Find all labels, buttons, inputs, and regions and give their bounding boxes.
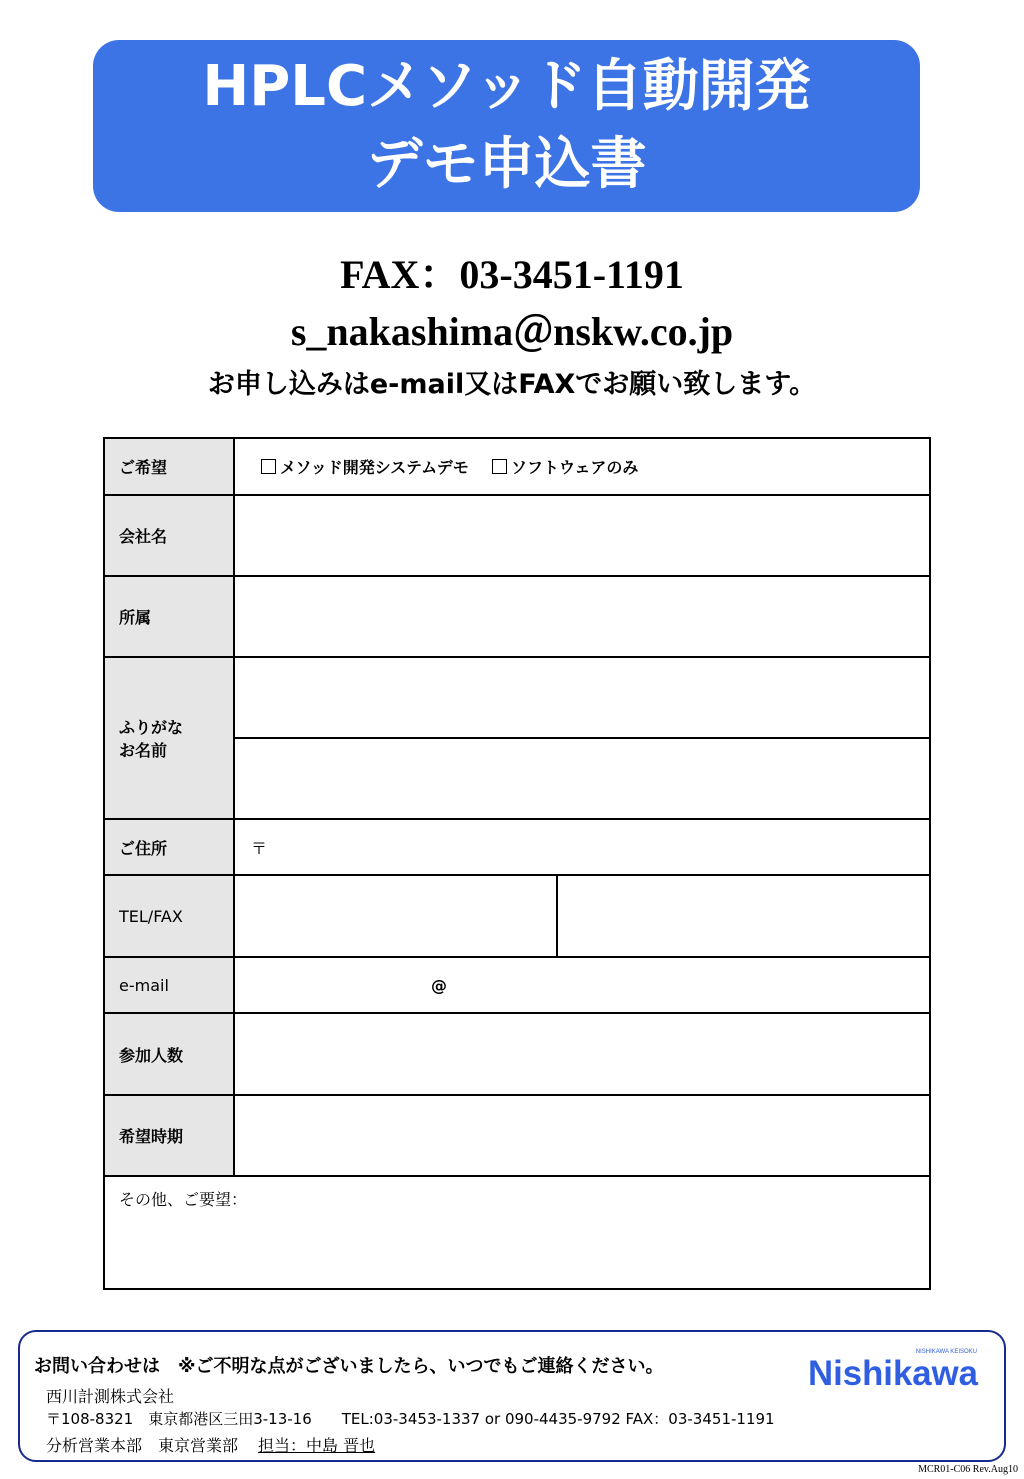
row-email <box>104 957 930 1013</box>
other-label: その他、ご要望： <box>119 1190 248 1209</box>
row-address <box>104 819 930 875</box>
title-line-2: デモ申込書 <box>366 132 647 197</box>
at-sign: @ <box>431 975 447 995</box>
company-label: 会社名 <box>104 495 234 576</box>
other-field[interactable] <box>104 1176 930 1289</box>
row-furigana <box>104 657 930 738</box>
row-telfax <box>104 875 930 957</box>
address-field[interactable] <box>234 819 930 875</box>
postal-mark: 〒 <box>251 838 268 858</box>
request-note: お申し込みはe-mail又はFAXでお願い致します。 <box>207 369 817 400</box>
demo-option-label: メソッド開発システムデモ <box>280 458 469 477</box>
company-field[interactable] <box>234 495 930 576</box>
participants-field[interactable] <box>234 1013 930 1095</box>
furigana-field[interactable] <box>234 657 930 738</box>
tel-field[interactable] <box>234 875 557 957</box>
fax-number: FAX：03-3451-1191 <box>340 252 684 297</box>
participants-label: 参加人数 <box>104 1013 234 1095</box>
name-label <box>104 657 234 819</box>
contact-heading: お問い合わせは ※ご不明な点がございましたら、いつでもご連絡ください。 <box>34 1356 664 1377</box>
period-label: 希望時期 <box>104 1095 234 1176</box>
row-period <box>104 1095 930 1176</box>
row-participants <box>104 1013 930 1095</box>
company-address: 〒108-8321 東京都港区三田3-13-16 TEL:03-3453-1337 or 090-4435-9792 FAX：03-3451-1191 <box>46 1410 775 1428</box>
demo-checkbox[interactable] <box>261 459 276 474</box>
contact-box <box>18 1330 1006 1462</box>
period-field[interactable] <box>234 1095 930 1176</box>
nishikawa-logo <box>806 1344 981 1390</box>
document-code: MCR01-C06 Rev.Aug10 <box>918 1464 1018 1475</box>
logo-text: Nishikawa <box>808 1354 979 1390</box>
department-info <box>46 1433 375 1456</box>
logo-subtext: NISHIKAWA KEISOKU <box>915 1349 977 1355</box>
application-form <box>103 437 931 1290</box>
email-field[interactable] <box>234 957 930 1013</box>
wish-label: ご希望 <box>104 438 234 495</box>
furigana-label: ふりがな <box>119 718 184 737</box>
row-company <box>104 495 930 576</box>
company-name: 西川計測株式会社 <box>46 1387 175 1406</box>
row-department <box>104 576 930 657</box>
department-name: 分析営業本部 東京営業部 <box>46 1436 239 1455</box>
email-label: e-mail <box>104 957 234 1013</box>
wish-options <box>234 438 930 495</box>
department-label: 所属 <box>104 576 234 657</box>
full-name-label: お名前 <box>119 741 168 760</box>
fax-field[interactable] <box>557 875 930 957</box>
row-other <box>104 1176 930 1289</box>
address-label: ご住所 <box>104 819 234 875</box>
email-address: s_nakashima＠nskw.co.jp <box>290 309 734 354</box>
software-checkbox[interactable] <box>492 459 507 474</box>
contact-person: 担当：中島 晋也 <box>258 1436 376 1455</box>
row-wish <box>104 438 930 495</box>
title-banner <box>93 40 920 212</box>
software-option-label: ソフトウェアのみ <box>510 458 639 477</box>
department-field[interactable] <box>234 576 930 657</box>
title-line-1: HPLCメソッド自動開発 <box>202 54 811 119</box>
telfax-label: TEL/FAX <box>104 875 234 957</box>
name-field[interactable] <box>234 738 930 819</box>
